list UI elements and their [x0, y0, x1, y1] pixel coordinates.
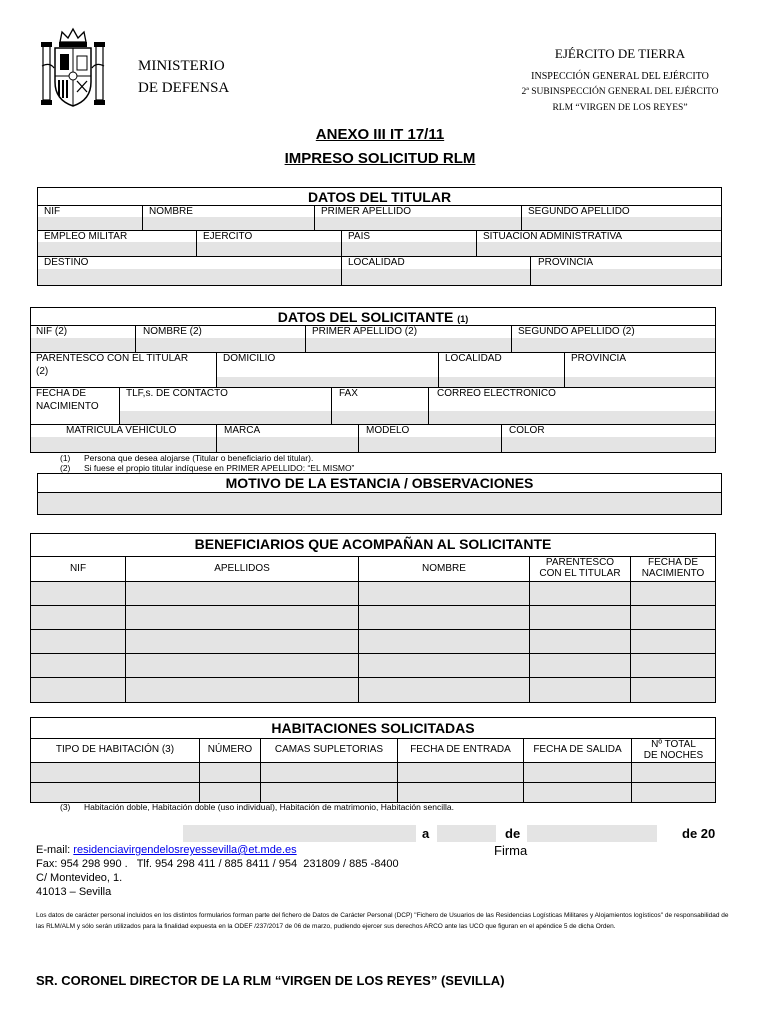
- solicitante-title-note: (1): [457, 314, 469, 324]
- sol-telefono-label: TLF,s. DE CONTACTO: [126, 388, 228, 399]
- habitaciones-section: [30, 717, 716, 803]
- titular-pais-input[interactable]: [342, 242, 476, 256]
- sol-matricula-input[interactable]: [31, 437, 216, 452]
- titular-nombre-input[interactable]: [143, 217, 314, 230]
- sol-color-input[interactable]: [502, 437, 715, 452]
- sol-parentesco-label-line1: PARENTESCO CON EL TITULAR: [36, 353, 189, 364]
- habitaciones-title: HABITACIONES SOLICITADAS: [271, 720, 475, 736]
- note-1: (1) Persona que desea alojarse (Titular o beneficiario del titular).: [60, 453, 314, 463]
- signature-label: Firma: [494, 843, 528, 858]
- contact-email-link[interactable]: residenciavirgendelosreyessevilla@et.mde.es: [73, 844, 297, 856]
- date-year-label: de 20: [682, 826, 716, 841]
- contact-phones: Fax: 954 298 990 . Tlf. 954 298 411 / 885 8411 / 954 231809 / 885 -8400: [36, 858, 399, 870]
- privacy-notice: Los datos de carácter personal incluidos en los distintos formularios forman parte del fichero de Datos de Carácter Personal (DCP) "Fichero de Usuarios de las Residencias Logísticas Militares y Alojamientos logísticos" de responsabilidad de las RLM/ALM y sólo serán utilizados para la finalidad expuesta en la ODEF /237/2017 de 06 de marzo, pudiendo ejercer sus derechos ARCO ante las UCO que figuran en el apéndice 5 de dicha Orden.: [36, 912, 729, 930]
- sol-nif-label: NIF (2): [36, 326, 68, 337]
- sol-primer-apellido-input[interactable]: [306, 338, 511, 352]
- sol-color-label: COLOR: [509, 425, 545, 436]
- sol-fecha-label: [36, 388, 99, 412]
- sol-localidad-input[interactable]: [439, 377, 564, 387]
- sol-nombre-input[interactable]: [136, 338, 305, 352]
- rlm-name: RLM “VIRGEN DE LOS REYES”: [552, 103, 688, 113]
- titular-ejercito-label: EJERCITO: [203, 231, 253, 242]
- sol-provincia-input[interactable]: [565, 377, 715, 387]
- form-title: IMPRESO SOLICITUD RLM: [284, 150, 476, 167]
- sol-primer-apellido-label: PRIMER APELLIDO (2): [312, 326, 418, 337]
- titular-situacion-input[interactable]: [477, 242, 721, 256]
- sol-segundo-apellido-label: SEGUNDO APELLIDO (2): [518, 326, 635, 337]
- sol-fecha-label-line1: FECHA DE: [36, 388, 87, 399]
- titular-primer-apellido-input[interactable]: [315, 217, 521, 230]
- hab-tipo-header: TIPO DE HABITACIÓN (3): [55, 744, 175, 755]
- motivo-input[interactable]: [38, 493, 721, 514]
- solicitante-title-text: DATOS DEL SOLICITANTE: [277, 309, 454, 325]
- hab-camas-header: CAMAS SUPLETORIAS: [274, 744, 384, 755]
- titular-destino-input[interactable]: [38, 269, 341, 285]
- titular-situacion-label: SITUACION ADMINISTRATIVA: [483, 231, 623, 242]
- sol-fecha-label-line2: NACIMIENTO: [36, 401, 99, 412]
- ben-apellidos-header: APELLIDOS: [214, 563, 270, 574]
- ben-nombre-header: NOMBRE: [422, 563, 466, 574]
- solicitante-title: [31, 309, 715, 325]
- motivo-section: [37, 473, 722, 515]
- titular-segundo-apellido-input[interactable]: [522, 217, 721, 230]
- titular-empleo-input[interactable]: [38, 242, 196, 256]
- inspection-name: INSPECCIÓN GENERAL DEL EJÉRCITO: [531, 71, 709, 82]
- sol-telefono-input[interactable]: [120, 411, 331, 424]
- place-input[interactable]: [183, 825, 416, 842]
- sol-modelo-label: MODELO: [366, 425, 410, 436]
- titular-destino-label: DESTINO: [44, 257, 89, 268]
- note-2: (2) Si fuese el propio titular indíquese en PRIMER APELLIDO: “EL MISMO”: [60, 463, 355, 473]
- sol-parentesco-label-line2: (2): [36, 366, 49, 377]
- titular-ejercito-input[interactable]: [197, 242, 341, 256]
- sol-fax-label: FAX: [339, 388, 358, 399]
- sol-correo-input[interactable]: [429, 411, 715, 424]
- ben-parentesco-header: PARENTESCO CON EL TITULAR: [539, 557, 621, 579]
- hab-noches-header: Nº TOTAL DE NOCHES: [643, 739, 704, 761]
- contact-address: C/ Montevideo, 1.: [36, 872, 123, 884]
- sol-domicilio-input[interactable]: [217, 377, 438, 387]
- date-de-label: de: [505, 826, 521, 841]
- hab-salida-header: FECHA DE SALIDA: [533, 744, 622, 755]
- sol-correo-label: CORREO ELECTRONICO: [437, 388, 556, 399]
- army-name: EJÉRCITO DE TIERRA: [554, 46, 686, 61]
- month-input[interactable]: [527, 825, 657, 842]
- day-input[interactable]: [437, 825, 496, 842]
- titular-section: [37, 187, 722, 286]
- ben-rows-fill[interactable]: [31, 582, 715, 702]
- date-a-label: a: [422, 826, 430, 841]
- titular-title: DATOS DEL TITULAR: [307, 189, 452, 205]
- sol-domicilio-label: DOMICILIO: [223, 353, 276, 364]
- solicitante-section: [30, 307, 716, 453]
- titular-nif-input[interactable]: [38, 217, 142, 230]
- addressee: SR. CORONEL DIRECTOR DE LA RLM “VIRGEN DE LOS REYES” (SEVILLA): [36, 973, 505, 988]
- ben-fecha-header: FECHA DE NACIMIENTO: [641, 557, 705, 579]
- sol-provincia-label: PROVINCIA: [571, 353, 627, 364]
- titular-empleo-label: EMPLEO MILITAR: [44, 231, 128, 242]
- titular-nif-label: NIF: [44, 206, 61, 217]
- sol-marca-input[interactable]: [217, 437, 358, 452]
- sol-localidad-label: LOCALIDAD: [445, 353, 502, 364]
- sol-nombre-label: NOMBRE (2): [143, 326, 202, 337]
- titular-nombre-label: NOMBRE: [149, 206, 193, 217]
- note-3: (3) Habitación doble, Habitación doble (uso individual), Habitación de matrimonio, Habitación sencilla.: [60, 802, 454, 812]
- ministry-line2: DE DEFENSA: [138, 80, 230, 96]
- sol-fax-input[interactable]: [332, 411, 428, 424]
- motivo-title: MOTIVO DE LA ESTANCIA / OBSERVACIONES: [225, 475, 534, 491]
- subinspection-name: 2ª SUBINSPECCIÓN GENERAL DEL EJÉRCITO: [521, 87, 719, 97]
- sol-nif-input[interactable]: [31, 338, 135, 352]
- titular-localidad-label: LOCALIDAD: [348, 257, 405, 268]
- sol-matricula-label: MATRICULA VEHÍCULO: [66, 425, 177, 436]
- annex-title: ANEXO III IT 17/11: [315, 126, 445, 143]
- sol-marca-label: MARCA: [224, 425, 261, 436]
- ministry-line1: MINISTERIO: [138, 58, 225, 74]
- contact-email-line: [36, 844, 297, 856]
- beneficiarios-section: [30, 533, 716, 703]
- ben-nif-header: NIF: [69, 563, 87, 574]
- sol-modelo-input[interactable]: [359, 437, 501, 452]
- sol-parentesco-label: [36, 353, 188, 377]
- titular-pais-label: PAIS: [348, 231, 371, 242]
- titular-localidad-input[interactable]: [342, 269, 530, 285]
- hab-numero-header: NÚMERO: [207, 744, 253, 755]
- contact-city: 41013 – Sevilla: [36, 886, 112, 898]
- titular-segundo-apellido-label: SEGUNDO APELLIDO: [528, 206, 630, 217]
- titular-provincia-label: PROVINCIA: [538, 257, 594, 268]
- coat-of-arms-icon: [40, 26, 106, 112]
- titular-primer-apellido-label: PRIMER APELLIDO: [321, 206, 412, 217]
- contact-email-label: E-mail:: [36, 844, 71, 856]
- titular-provincia-input[interactable]: [531, 269, 721, 285]
- sol-segundo-apellido-input[interactable]: [512, 338, 715, 352]
- hab-entrada-header: FECHA DE ENTRADA: [410, 744, 511, 755]
- beneficiarios-title: BENEFICIARIOS QUE ACOMPAÑAN AL SOLICITANTE: [194, 536, 552, 552]
